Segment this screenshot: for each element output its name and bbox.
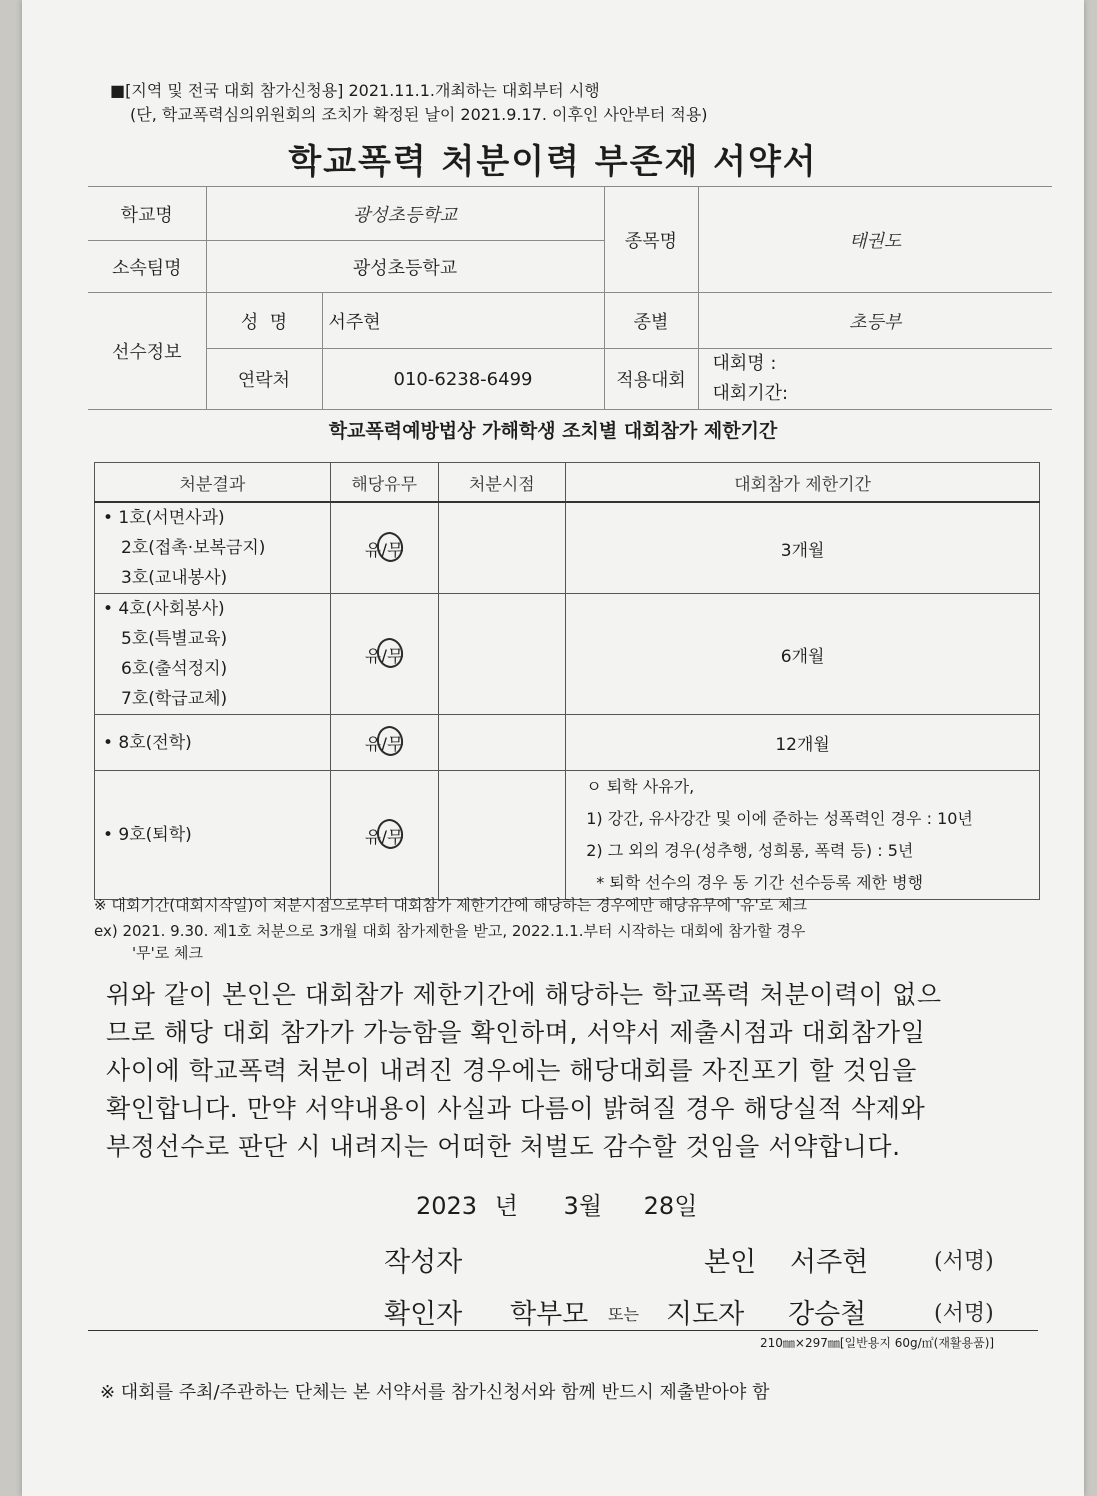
writer-label: 작성자 <box>384 1247 463 1278</box>
divider <box>88 1330 1038 1331</box>
coach-signature: (서명) <box>934 1301 994 1326</box>
table-row <box>95 594 1040 715</box>
list-item: 6호(출석정지) <box>121 659 228 679</box>
list-item: • 9호(퇴학) <box>103 825 192 845</box>
yn-checked: 유/무 <box>365 730 404 755</box>
meet-label: 적용대회 <box>604 349 698 410</box>
header-line-2: (단, 학교폭력심의위원회의 조치가 확정된 날이 2021.9.17. 이후인 사안부터 적용) <box>130 105 708 124</box>
header-line-1: ■[지역 및 전국 대회 참가신청용] 2021.11.1.개최하는 대회부터 시행 <box>110 81 600 100</box>
pledge-text <box>106 976 1046 1166</box>
col-header-applicable: 해당유무 <box>330 463 438 503</box>
row-items <box>95 502 331 594</box>
player-info-label: 선수정보 <box>88 293 206 410</box>
division-value: 초등부 <box>698 293 1052 349</box>
table-subtitle: 학교폭력예방법상 가해학생 조치별 대회참가 제한기간 <box>328 420 778 442</box>
col-header-period: 대회참가 제한기간 <box>566 463 1040 503</box>
info-table <box>88 186 1052 410</box>
col-header-date: 처분시점 <box>438 463 566 503</box>
name-value: 서주현 <box>322 293 604 349</box>
document-page <box>22 0 1084 1496</box>
list-item: • 8호(전학) <box>103 732 192 753</box>
self-name: 서주현 <box>790 1247 869 1278</box>
list-item: 3호(교내봉사) <box>121 568 228 588</box>
pledge-line: 사이에 학교폭력 처분이 내려진 경우에는 해당대회를 자진포기 할 것임을 <box>106 1056 917 1085</box>
pledge-line: 부정선수로 판단 시 내려지는 어떠한 처벌도 감수할 것임을 서약합니다. <box>106 1132 901 1161</box>
disciplinary-table <box>94 462 1040 900</box>
list-item: 5호(특별교육) <box>121 629 228 649</box>
yn-checked: 유/무 <box>365 823 404 848</box>
date-month: 3월 <box>563 1192 603 1220</box>
contact-label: 연락처 <box>206 349 322 410</box>
parent-label: 학부모 <box>510 1299 589 1330</box>
yn-checked: 유/무 <box>365 642 404 667</box>
contact-value: 010-6238-6499 <box>322 349 604 410</box>
note-3: '무'로 체크 <box>132 944 203 962</box>
note-2: ex) 2021. 9.30. 제1호 처분으로 3개월 대회 참가제한을 받고, 2022.1.1.부터 시작하는 대회에 참가할 경우 <box>94 922 806 940</box>
school-label: 학교명 <box>88 187 206 241</box>
coach-name: 강승철 <box>788 1299 867 1330</box>
paper-spec: 210㎜×297㎜[일반용지 60g/㎡(재활용품)] <box>760 1336 995 1350</box>
date-cell <box>438 771 566 900</box>
meet-name-label: 대회명 : <box>712 353 777 374</box>
date-day: 28일 <box>643 1192 698 1220</box>
list-item: 2호(접촉·보복금지) <box>121 538 266 558</box>
name-label: 성 명 <box>206 293 322 349</box>
date-cell <box>438 594 566 715</box>
yn-cell <box>330 771 438 900</box>
team-value: 광성초등학교 <box>206 241 604 293</box>
pledge-line: 므로 해당 대회 참가가 가능함을 확인하며, 서약서 제출시점과 대회참가일 <box>106 1018 926 1047</box>
division-label: 종별 <box>604 293 698 349</box>
yn-cell <box>330 594 438 715</box>
or-label: 또는 <box>608 1305 639 1324</box>
expulsion-line: * 퇴학 선수의 경우 동 기간 선수등록 제한 병행 <box>596 873 924 892</box>
list-item: 7호(학급교체) <box>121 689 228 709</box>
expulsion-line: 2) 그 외의 경우(성추행, 성희롱, 폭력 등) : 5년 <box>586 841 914 860</box>
table-row <box>95 502 1040 594</box>
sport-label: 종목명 <box>604 187 698 293</box>
team-label: 소속팀명 <box>88 241 206 293</box>
sport-value: 태권도 <box>698 187 1052 293</box>
period-cell: 3개월 <box>566 502 1040 594</box>
yn-checked: 유/무 <box>365 536 404 561</box>
pledge-line: 위와 같이 본인은 대회참가 제한기간에 해당하는 학교폭력 처분이력이 없으 <box>106 980 942 1009</box>
footer-note: ※ 대회를 주최/주관하는 단체는 본 서약서를 참가신청서와 함께 반드시 제출받아야 함 <box>100 1382 770 1403</box>
row-items <box>95 771 331 900</box>
document-title: 학교폭력 처분이력 부존재 서약서 <box>288 142 818 182</box>
date-cell <box>438 715 566 771</box>
pledge-line: 확인합니다. 만약 서약내용이 사실과 다름이 밝혀질 경우 해당실적 삭제와 <box>106 1094 926 1123</box>
self-label: 본인 <box>704 1247 757 1278</box>
expulsion-line: ㅇ 퇴학 사유가, <box>586 777 695 796</box>
meet-fields <box>698 349 1052 410</box>
note-1: ※ 대회기간(대회시작일)이 처분시점으로부터 대회참가 제한기간에 해당하는 경우에만 해당유무에 '유'로 체크 <box>94 896 807 914</box>
yn-cell <box>330 502 438 594</box>
table-row <box>95 715 1040 771</box>
school-value: 광성초등학교 <box>206 187 604 241</box>
col-header-result: 처분결과 <box>95 463 331 503</box>
meet-period-label: 대회기간: <box>712 383 789 404</box>
period-cell: 6개월 <box>566 594 1040 715</box>
list-item: • 1호(서면사과) <box>103 508 225 528</box>
date-line <box>416 1186 697 1221</box>
expulsion-line: 1) 강간, 유사강간 및 이에 준하는 성폭력인 경우 : 10년 <box>586 809 973 828</box>
date-year-unit: 년 <box>494 1192 518 1220</box>
confirmer-label: 확인자 <box>384 1299 463 1330</box>
self-signature: (서명) <box>934 1249 994 1274</box>
row-items <box>95 594 331 715</box>
table-row <box>95 771 1040 900</box>
row-items <box>95 715 331 771</box>
yn-cell <box>330 715 438 771</box>
period-cell: 12개월 <box>566 715 1040 771</box>
list-item: • 4호(사회봉사) <box>103 599 225 619</box>
coach-label: 지도자 <box>666 1299 745 1330</box>
expulsion-period-cell <box>566 771 1040 900</box>
date-cell <box>438 502 566 594</box>
date-year: 2023 <box>416 1192 478 1220</box>
